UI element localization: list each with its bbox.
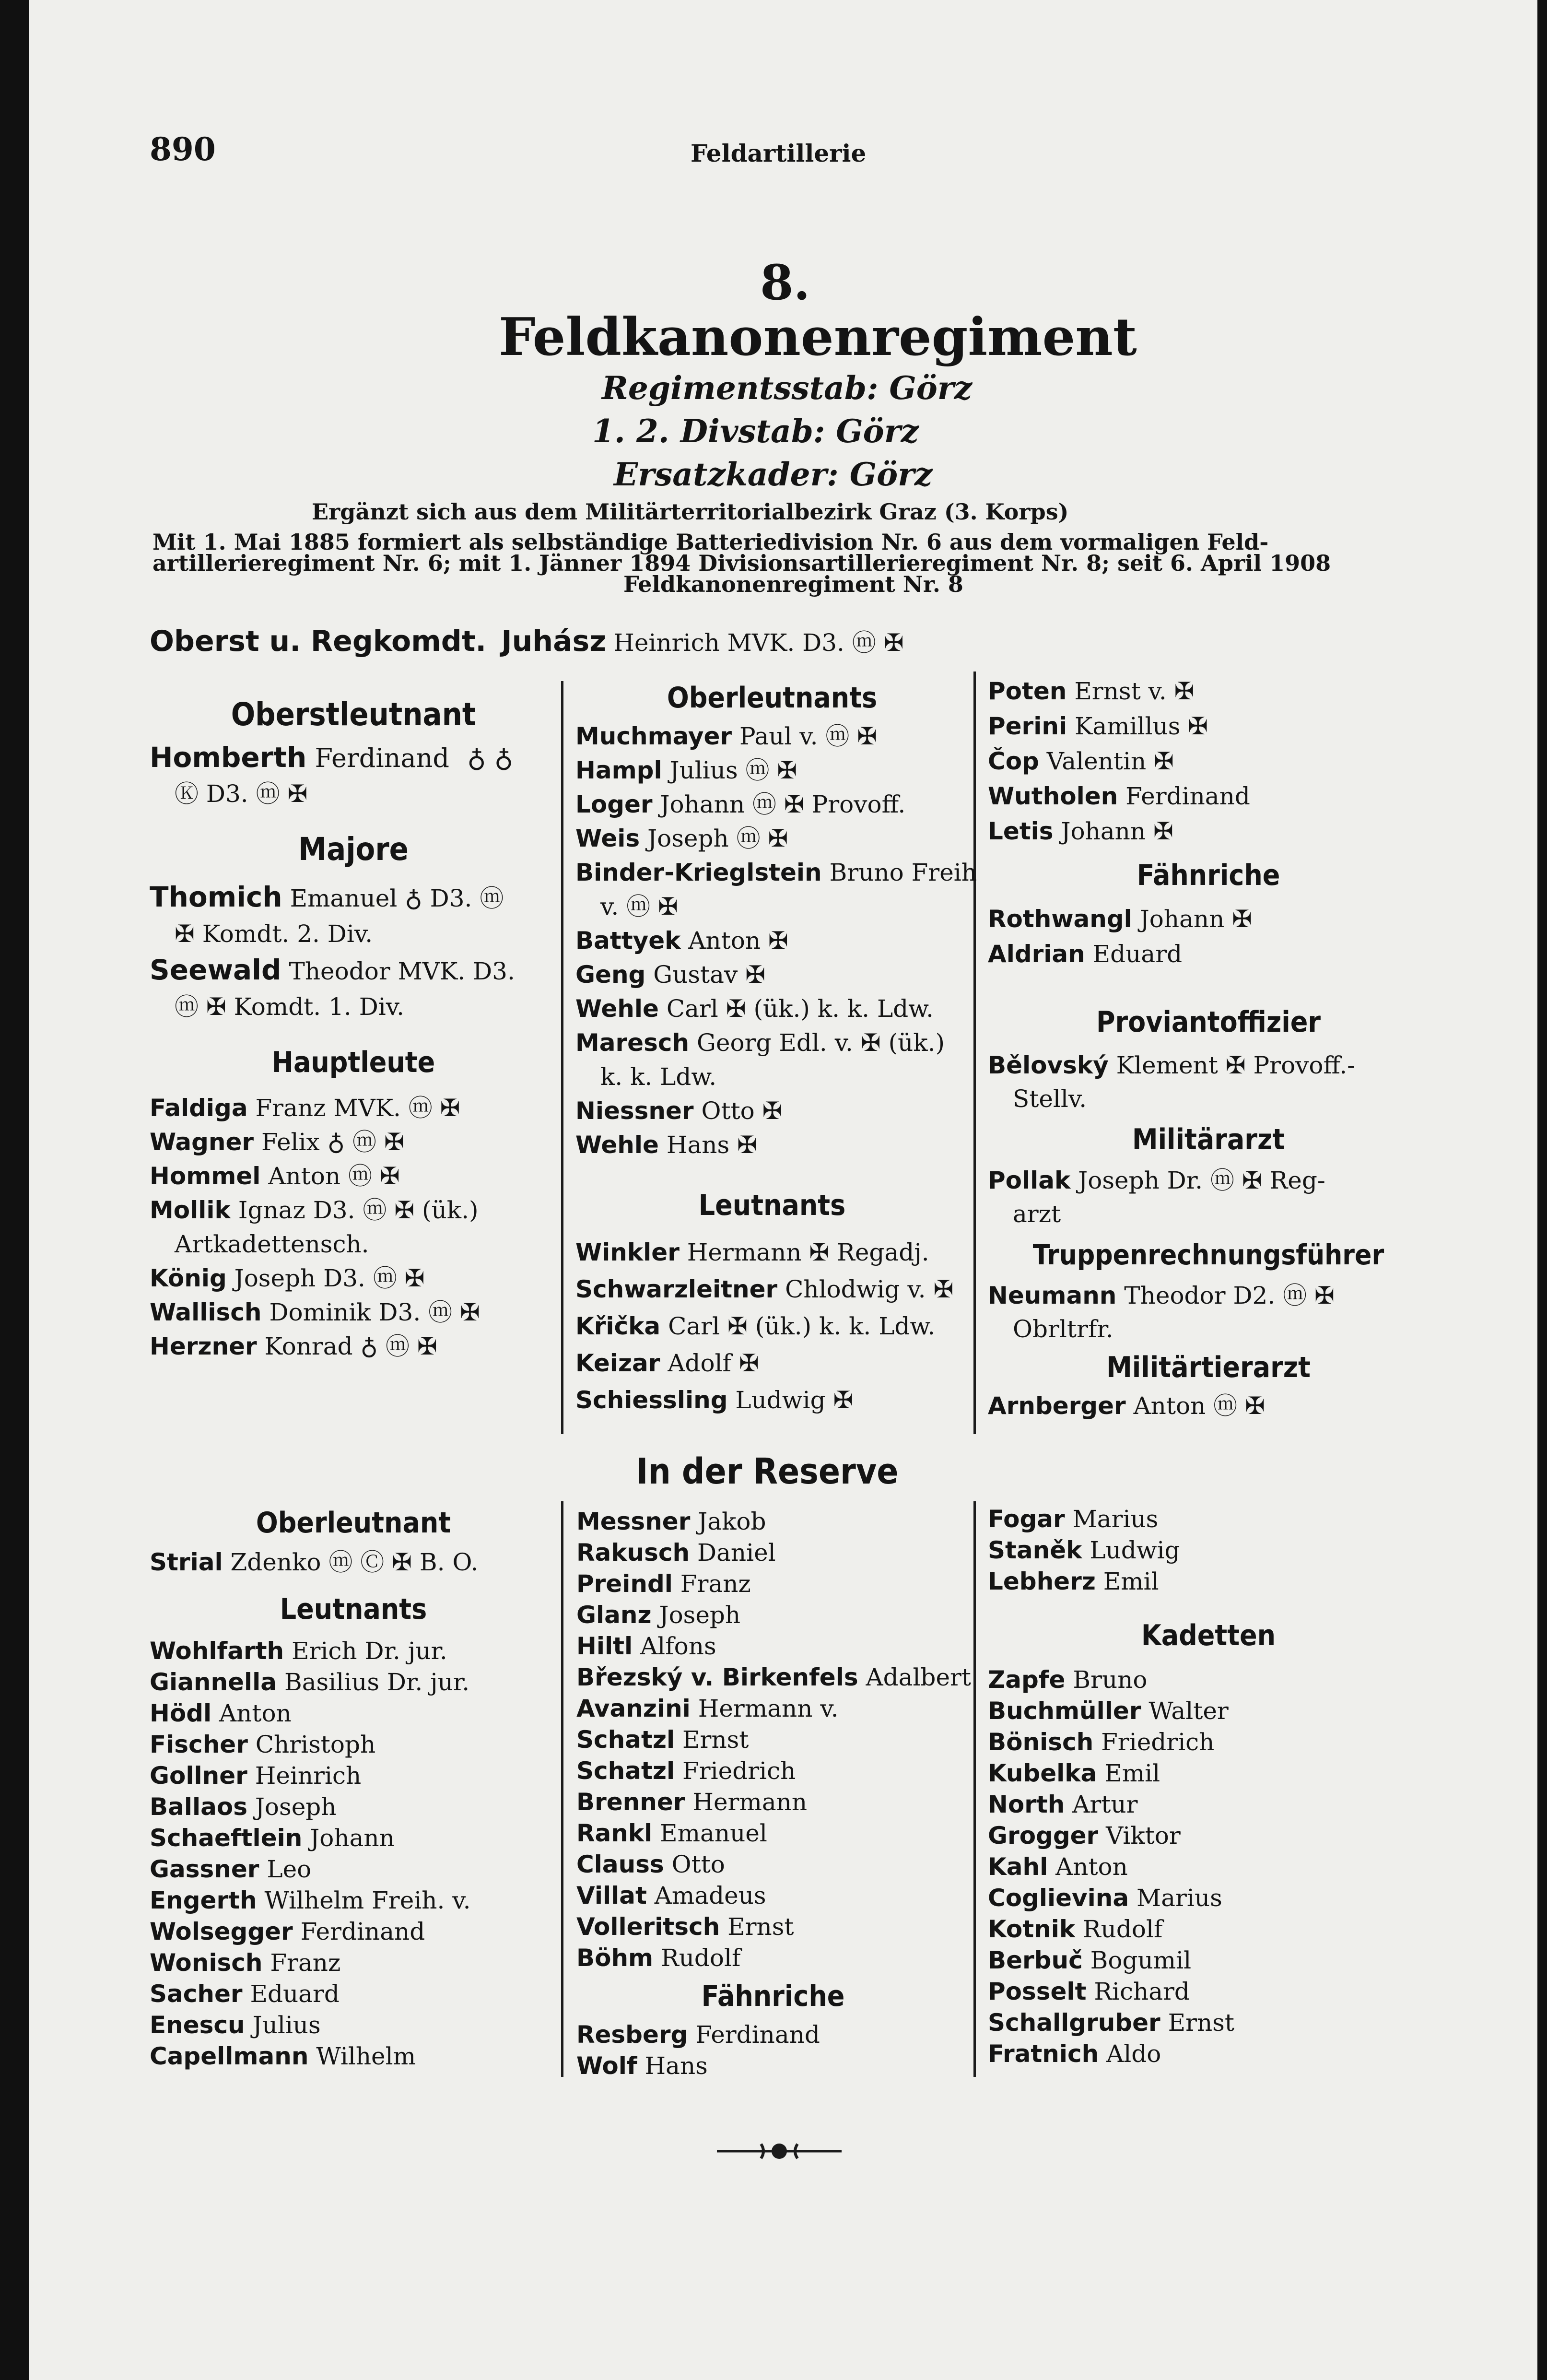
list-item-continuation: Artkadettensch. (175, 1230, 369, 1258)
list-item: Villat Amadeus (576, 1882, 766, 1909)
list-item: Rankl Emanuel (576, 1819, 767, 1847)
list-item: Ballaos Joseph (150, 1793, 337, 1821)
list-item: Buchmüller Walter (988, 1697, 1229, 1725)
list-item: Battyek Anton ✠ (575, 927, 788, 954)
list-item: Seewald Theodor MVK. D3. (150, 954, 515, 986)
list-item: Zapfe Bruno (988, 1666, 1148, 1694)
militararzt-heading: Militärarzt (1132, 1123, 1285, 1156)
list-item: North Artur (988, 1791, 1138, 1818)
list-item: Wagner Felix ♁ ⓜ ✠ (150, 1128, 404, 1156)
list-item: Kahl Anton (988, 1853, 1128, 1881)
list-item-continuation: arzt (1013, 1200, 1061, 1228)
list-item: Homberth Ferdinand ♁ ♁ (150, 741, 514, 774)
list-item: Hiltl Alfons (576, 1632, 716, 1660)
regiment-title: Feldkanonenregiment (499, 307, 1137, 367)
list-item: Geng Gustav ✠ (575, 961, 765, 989)
leutnants-heading: Leutnants (698, 1189, 846, 1222)
list-item: König Joseph D3. ⓜ ✠ (150, 1264, 425, 1292)
list-item: Schaeftlein Johann (150, 1824, 395, 1852)
commander-name: Juhász (501, 624, 607, 658)
regimentsstab-line: Regimentsstab: Görz (602, 369, 973, 407)
fahnriche-heading: Fähnriche (1137, 859, 1280, 892)
column-rule-2 (973, 672, 976, 1434)
reserve-column-2 (576, 1506, 970, 2082)
running-title: Feldartillerie (691, 139, 867, 167)
history-line-2: artillerieregiment Nr. 6; mit 1. Jänner 1894 Divisionsartillerieregiment Nr. 8; seit 6. April 1908 (152, 550, 1331, 576)
list-item: Weis Joseph ⓜ ✠ (575, 825, 788, 852)
militartierarzt-heading: Militärtierarzt (1106, 1351, 1311, 1384)
document-page (29, 0, 1537, 2380)
list-item: Čop Valentin ✠ (988, 747, 1174, 775)
list-item: Keizar Adolf ✠ (575, 1349, 759, 1377)
list-item: Posselt Richard (988, 1978, 1190, 2005)
regiment-number: 8. (760, 254, 810, 311)
column-1-active (150, 691, 557, 1364)
column-2-active (575, 676, 977, 1419)
list-item: Hödl Anton (150, 1699, 292, 1727)
list-item: Gassner Leo (150, 1855, 312, 1883)
list-item: Kotnik Rudolf (988, 1915, 1163, 1943)
list-item: Strial Zdenko ⓜ Ⓒ ✠ B. O. (150, 1548, 479, 1576)
list-item: Schiessling Ludwig ✠ (575, 1386, 854, 1414)
list-item: Rakusch Daniel (576, 1539, 776, 1567)
list-item: Rothwangl Johann ✠ (988, 905, 1253, 933)
list-item: Hommel Anton ⓜ ✠ (150, 1162, 400, 1190)
list-item-continuation: ⓜ ✠ Komdt. 1. Div. (175, 993, 404, 1021)
history-line-3: Feldkanonenregiment Nr. 8 (623, 571, 963, 597)
list-item: Clauss Otto (576, 1850, 725, 1878)
oberstleutnant-heading: Oberstleutnant (231, 696, 476, 733)
list-item: Bělovský Klement ✠ Provoff.- (988, 1051, 1356, 1079)
list-item: Fischer Christoph (150, 1731, 376, 1758)
list-item: Avanzini Hermann v. (576, 1695, 839, 1722)
list-item-continuation: k. k. Ldw. (600, 1063, 717, 1091)
list-item: Coglievina Marius (988, 1884, 1222, 1912)
oberleutnants-heading: Oberleutnants (667, 681, 878, 715)
commander-details: Heinrich MVK. D3. ⓜ ✠ (613, 629, 904, 657)
list-item: Kubelka Emil (988, 1759, 1160, 1787)
list-item: Muchmayer Paul v. ⓜ ✠ (575, 722, 878, 750)
list-item: Wutholen Ferdinand (988, 782, 1250, 810)
column-3-active (988, 674, 1429, 1423)
list-item: Messner Jakob (576, 1508, 766, 1535)
list-item: Volleritsch Ernst (576, 1913, 794, 1941)
kadetten-heading: Kadetten (1141, 1619, 1276, 1652)
hauptleute-heading: Hauptleute (271, 1046, 435, 1079)
list-item: Faldiga Franz MVK. ⓜ ✠ (150, 1094, 460, 1122)
column-rule-3 (561, 1501, 563, 2077)
list-item: Křička Carl ✠ (ük.) k. k. Ldw. (575, 1312, 936, 1340)
list-item: Hampl Julius ⓜ ✠ (575, 756, 797, 784)
list-item: Winkler Hermann ✠ Regadj. (575, 1238, 929, 1266)
list-item: Perini Kamillus ✠ (988, 712, 1208, 740)
list-item: Pollak Joseph Dr. ⓜ ✠ Reg- (988, 1166, 1325, 1194)
list-item: Schallgruber Ernst (988, 2009, 1234, 2037)
truppenrechnungsfuhrer-heading: Truppenrechnungsführer (1032, 1238, 1384, 1271)
list-item: Herzner Konrad ♁ ⓜ ✠ (150, 1332, 437, 1360)
list-item: Enescu Julius (150, 2011, 321, 2039)
list-item: Schatzl Friedrich (576, 1757, 796, 1785)
column-rule-4 (973, 1501, 976, 2077)
list-item: Niessner Otto ✠ (575, 1097, 783, 1125)
list-item: Neumann Theodor D2. ⓜ ✠ (988, 1282, 1335, 1309)
divstab-line: 1. 2. Divstab: Görz (592, 412, 919, 450)
list-item: Arnberger Anton ⓜ ✠ (988, 1392, 1265, 1420)
list-item-continuation: Obrltrfr. (1013, 1315, 1113, 1343)
reserve-oberleutnant-heading: Oberleutnant (256, 1506, 451, 1540)
list-item: Aldrian Eduard (988, 940, 1183, 968)
list-item-continuation: Ⓚ D3. ⓜ ✠ (175, 780, 308, 808)
list-item: Wohlfarth Erich Dr. jur. (150, 1637, 447, 1665)
list-item: Wehle Hans ✠ (575, 1131, 757, 1159)
end-ornament-icon (717, 2134, 842, 2168)
list-item: Wolf Hans (576, 2052, 708, 2080)
list-item-continuation: v. ⓜ ✠ (600, 893, 678, 920)
list-item: Letis Johann ✠ (988, 817, 1173, 845)
reserve-column-1 (150, 1499, 557, 2072)
list-item: Giannella Basilius Dr. jur. (150, 1668, 470, 1696)
reserve-heading: In der Reserve (636, 1451, 899, 1492)
proviantoffizier-heading: Proviantoffizier (1096, 1005, 1321, 1039)
list-item: Fogar Marius (988, 1505, 1159, 1533)
list-item: Sacher Eduard (150, 1980, 340, 2008)
majore-heading: Majore (298, 831, 409, 868)
list-item: Wolsegger Ferdinand (150, 1918, 425, 1945)
list-item: Binder-Krieglstein Bruno Freih (575, 859, 977, 886)
list-item: Wonisch Franz (150, 1949, 341, 1977)
list-item: Preindl Franz (576, 1570, 751, 1598)
list-item: Loger Johann ⓜ ✠ Provoff. (575, 790, 906, 818)
erganzung-line: Ergänzt sich aus dem Militärterritorialbezirk Graz (3. Korps) (312, 499, 1069, 525)
list-item: Bönisch Friedrich (988, 1728, 1215, 1756)
reserve-column-3 (988, 1504, 1429, 2070)
commander-line (150, 624, 904, 658)
list-item: Maresch Georg Edl. v. ✠ (ük.) (575, 1029, 945, 1057)
history-line-1: Mit 1. Mai 1885 formiert als selbständige Batteriedivision Nr. 6 aus dem vormaligen Feld- (152, 529, 1269, 555)
list-item: Lebherz Emil (988, 1567, 1159, 1595)
list-item: Staněk Ludwig (988, 1536, 1180, 1564)
list-item-continuation: Stellv. (1013, 1085, 1087, 1113)
reserve-leutnants-heading: Leutnants (280, 1592, 427, 1626)
page-number: 890 (150, 130, 216, 168)
list-item: Engerth Wilhelm Freih. v. (150, 1886, 471, 1914)
list-item: Resberg Ferdinand (576, 2021, 820, 2049)
column-rule-1 (561, 681, 563, 1434)
list-item: Březský v. Birkenfels Adalbert (576, 1663, 972, 1691)
list-item: Berbuč Bogumil (988, 1946, 1192, 1974)
list-item: Schatzl Ernst (576, 1726, 749, 1754)
list-item: Fratnich Aldo (988, 2040, 1161, 2068)
list-item: Capellmann Wilhelm (150, 2042, 416, 2070)
list-item: Poten Ernst v. ✠ (988, 677, 1195, 705)
reserve-fahnriche-heading: Fähnriche (701, 1979, 845, 2013)
list-item: Böhm Rudolf (576, 1944, 741, 1972)
list-item: Gollner Heinrich (150, 1762, 362, 1790)
commander-title: Oberst u. Regkomdt. (150, 624, 487, 658)
ersatzkader-line: Ersatzkader: Görz (614, 456, 933, 493)
list-item: Schwarzleitner Chlodwig v. ✠ (575, 1275, 954, 1303)
list-item: Wehle Carl ✠ (ük.) k. k. Ldw. (575, 995, 934, 1023)
list-item: Grogger Viktor (988, 1822, 1181, 1850)
list-item: Thomich Emanuel ♁ D3. ⓜ (150, 881, 504, 913)
list-item: Mollik Ignaz D3. ⓜ ✠ (ük.) (150, 1196, 479, 1224)
list-item: Brenner Hermann (576, 1788, 808, 1816)
list-item-continuation: ✠ Komdt. 2. Div. (175, 920, 373, 948)
list-item: Wallisch Dominik D3. ⓜ ✠ (150, 1298, 480, 1326)
list-item: Glanz Joseph (576, 1601, 741, 1629)
